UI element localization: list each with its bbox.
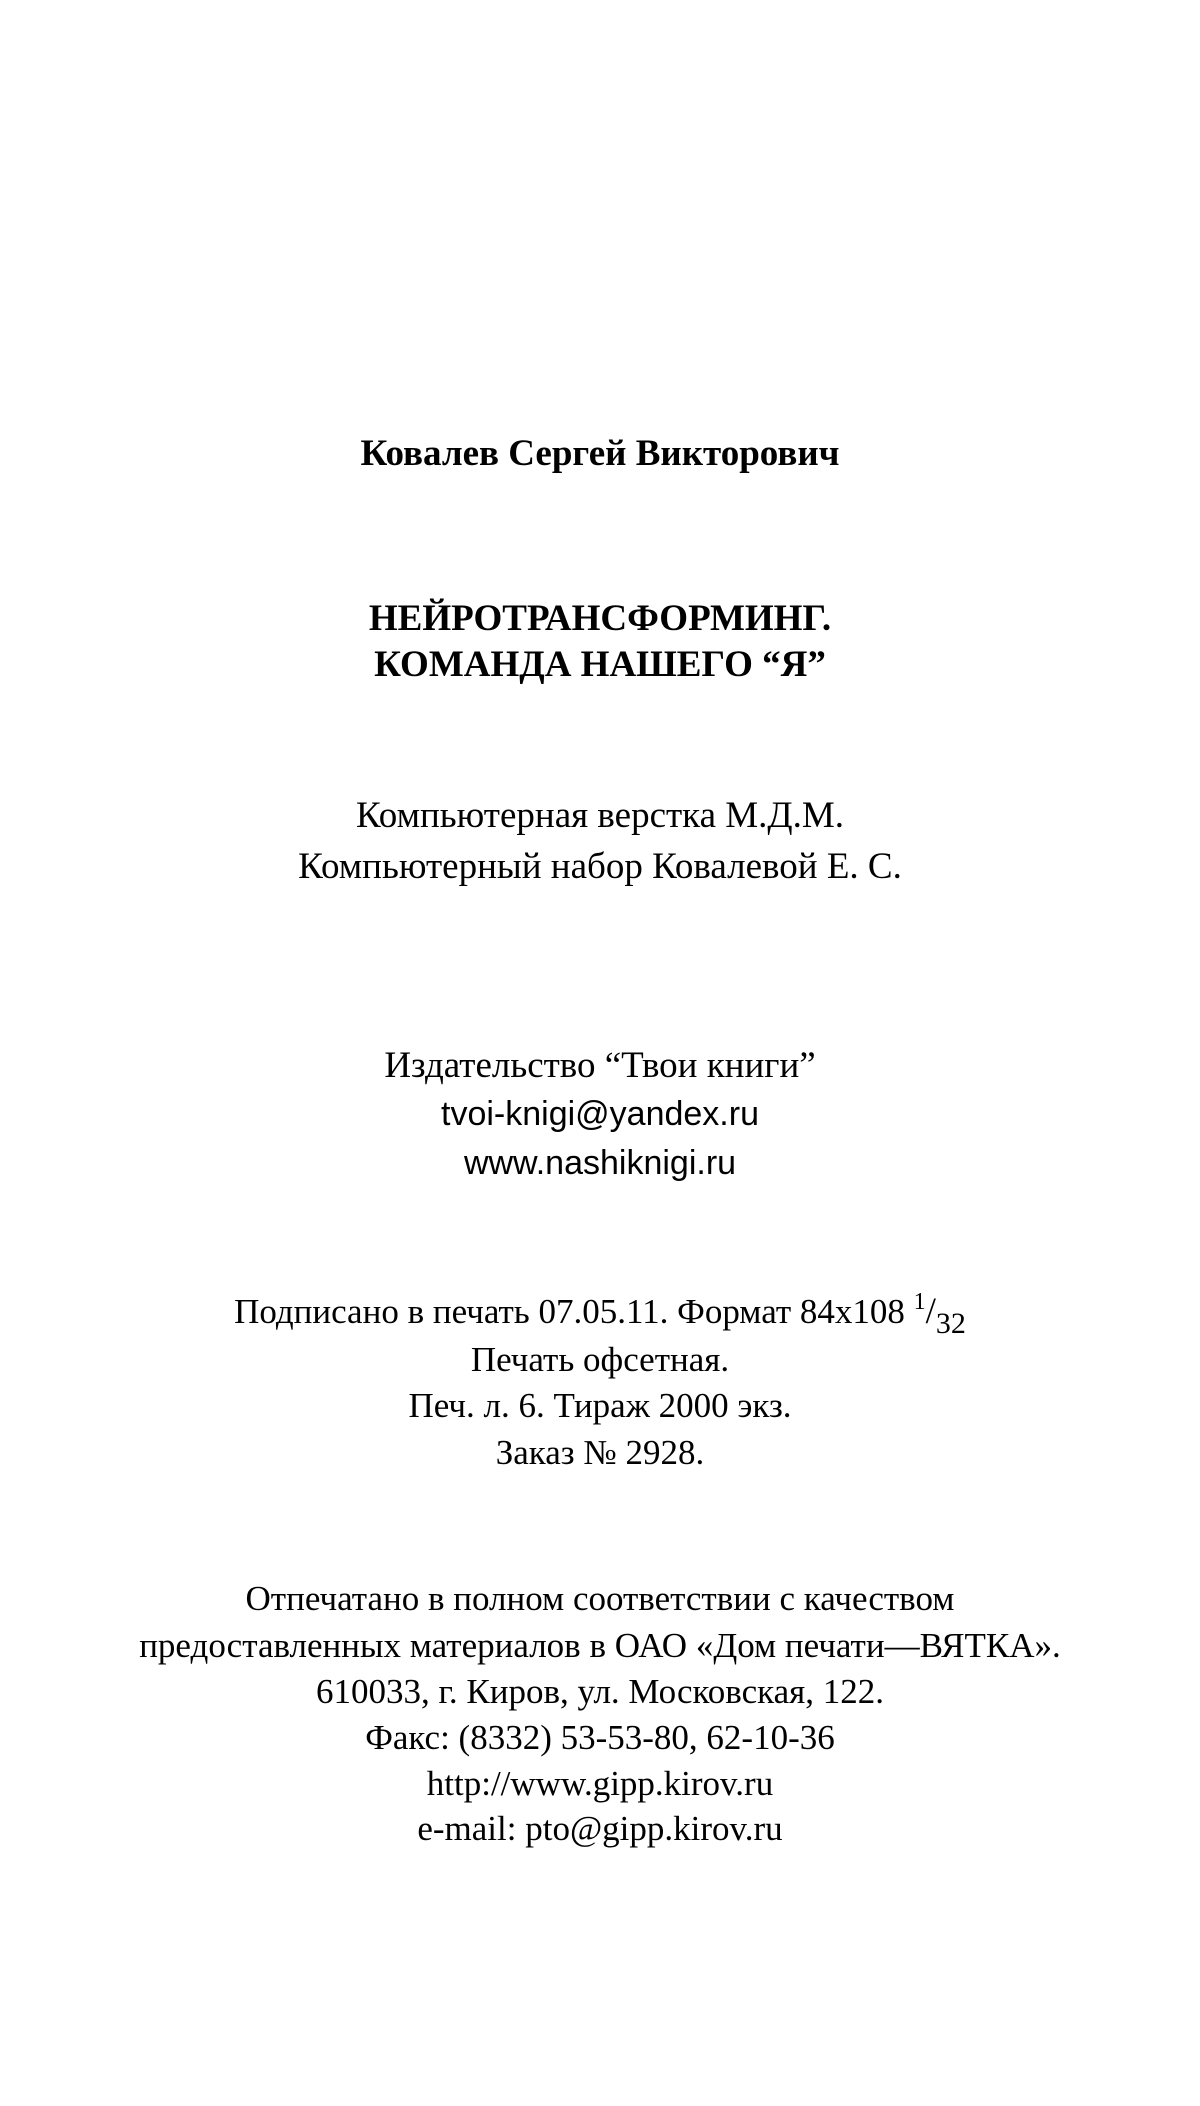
print-signed-format-text: Подписано в печать 07.05.11. Формат 84x108: [234, 1292, 905, 1331]
printer-line-2: предоставленных материалов в ОАО «Дом печати—ВЯТКА».: [139, 1626, 1061, 1665]
format-numerator: 1: [913, 1289, 926, 1315]
layout-credit: Компьютерная верстка М.Д.М.: [355, 795, 845, 836]
printer-line-1: Отпечатано в полном соответствии с качеством: [245, 1579, 955, 1618]
book-title-line-2: КОМАНДА НАШЕГО “Я”: [374, 644, 826, 685]
printer-email: e-mail: pto@gipp.kirov.ru: [417, 1809, 783, 1848]
book-title-line-1: НЕЙРОТРАНСФОРМИНГ.: [368, 598, 832, 639]
printer-website: http://www.gipp.kirov.ru: [426, 1764, 774, 1803]
publisher-email: tvoi-knigi@yandex.ru: [441, 1095, 759, 1133]
format-fraction: [913, 1289, 966, 1340]
publisher-name: Издательство “Твои книги”: [384, 1045, 816, 1086]
publisher-website: www.nashiknigi.ru: [463, 1144, 737, 1182]
print-type: Печать офсетная.: [470, 1340, 730, 1379]
typesetting-credit: Компьютерный набор Ковалевой Е. С.: [298, 846, 902, 887]
print-sheets-run: Печ. л. 6. Тираж 2000 экз.: [408, 1386, 792, 1425]
format-denominator: 32: [935, 1307, 966, 1340]
author-name: Ковалев Сергей Викторович: [360, 433, 840, 474]
print-order: Заказ № 2928.: [495, 1433, 705, 1472]
printer-address: 610033, г. Киров, ул. Московская, 122.: [315, 1672, 885, 1711]
printer-fax: Факс: (8332) 53-53-80, 62-10-36: [365, 1718, 835, 1757]
print-signed-format: [0, 1289, 1200, 1340]
format-slash: /: [925, 1291, 936, 1332]
